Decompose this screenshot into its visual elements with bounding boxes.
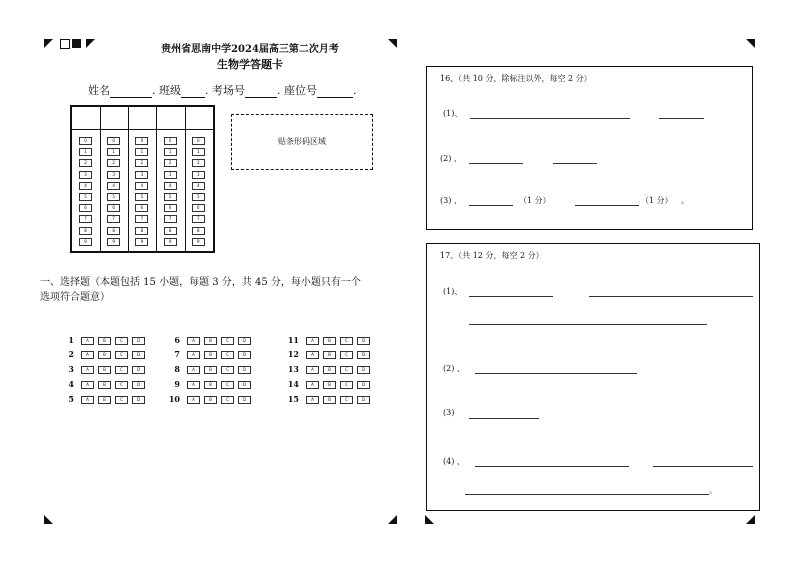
id-digit-bubble[interactable]: 5 xyxy=(192,193,205,201)
card-title: 生物学答题卡 xyxy=(217,58,283,71)
id-digit-bubble[interactable]: 6 xyxy=(192,204,205,212)
id-digit-bubble[interactable]: 3 xyxy=(79,171,92,179)
id-digit-bubble[interactable]: 3 xyxy=(192,171,205,179)
mcq-option-bubble[interactable]: A xyxy=(187,337,200,345)
q16-part3-blank-a[interactable] xyxy=(469,205,513,206)
id-digit-bubble[interactable]: 7 xyxy=(79,215,92,223)
id-digit-bubble[interactable]: 9 xyxy=(192,238,205,246)
id-digit-bubble[interactable]: 0 xyxy=(164,137,177,145)
id-digit-bubble[interactable]: 7 xyxy=(164,215,177,223)
mcq-option-bubble[interactable]: B xyxy=(204,381,217,389)
section1-title-line1: 一、选择题（本题包括 15 小题，每题 3 分，共 45 分，每小题只有一个 xyxy=(40,277,361,288)
mcq-question-number: 2 xyxy=(68,349,74,359)
id-digit-bubble[interactable]: 9 xyxy=(107,238,120,246)
id-digit-bubble[interactable]: 8 xyxy=(135,227,148,235)
id-digit-bubble[interactable]: 8 xyxy=(192,227,205,235)
mcq-option-bubble[interactable]: B xyxy=(323,351,336,359)
seat-label: 座位号 xyxy=(284,84,317,97)
q16-part2-label: (2) 、 xyxy=(440,154,462,163)
mcq-question-number: 6 xyxy=(174,335,180,345)
id-digit-bubble[interactable]: 7 xyxy=(192,215,205,223)
q16-part3-note2: （1 分） xyxy=(641,196,673,205)
mcq-option-bubble[interactable]: D xyxy=(238,366,251,374)
q17-part4-blank-a[interactable] xyxy=(475,466,629,467)
mcq-option-bubble[interactable]: A xyxy=(81,381,94,389)
id-column xyxy=(185,107,214,251)
mcq-option-bubble[interactable]: A xyxy=(81,351,94,359)
q17-part4-label: (4) 、 xyxy=(443,457,465,466)
mcq-option-bubble[interactable]: D xyxy=(132,396,145,404)
id-digit-bubble[interactable]: 5 xyxy=(79,193,92,201)
id-digit-bubble[interactable]: 4 xyxy=(79,182,92,190)
id-column-write-cell[interactable] xyxy=(185,107,214,130)
exam-room-label: 考场号 xyxy=(212,84,245,97)
mcq-option-bubble[interactable]: C xyxy=(115,337,128,345)
mcq-option-bubble[interactable]: B xyxy=(98,366,111,374)
id-digit-bubble[interactable]: 6 xyxy=(107,204,120,212)
id-column xyxy=(128,107,157,251)
q16-part3-label: (3) 、 xyxy=(440,196,462,205)
id-digit-bubble[interactable]: 8 xyxy=(107,227,120,235)
id-column xyxy=(100,107,129,251)
mcq-option-bubble[interactable]: D xyxy=(357,351,370,359)
q17-part2-label: (2) 、 xyxy=(443,364,465,373)
q16-title: 16、（共 10 分，除标注以外，每空 2 分） xyxy=(440,74,592,83)
id-digit-bubble[interactable]: 6 xyxy=(135,204,148,212)
mcq-option-bubble[interactable]: A xyxy=(81,396,94,404)
id-digit-bubble[interactable]: 4 xyxy=(135,182,148,190)
mcq-option-bubble[interactable]: D xyxy=(238,337,251,345)
section1-title xyxy=(40,275,392,305)
mcq-option-bubble[interactable]: A xyxy=(306,366,319,374)
id-digit-bubble[interactable]: 2 xyxy=(164,159,177,167)
name-field[interactable] xyxy=(110,86,152,98)
id-digit-bubble[interactable]: 1 xyxy=(192,148,205,156)
q17-part3-blank[interactable] xyxy=(469,418,539,419)
mcq-option-bubble[interactable]: C xyxy=(221,396,234,404)
q16-part3-end: 。 xyxy=(681,196,689,205)
id-digit-bubble[interactable]: 5 xyxy=(135,193,148,201)
exam-id-grid xyxy=(70,105,215,253)
mcq-option-bubble[interactable]: B xyxy=(98,381,111,389)
mcq-option-bubble[interactable]: A xyxy=(306,337,319,345)
mcq-option-bubble[interactable]: A xyxy=(306,381,319,389)
id-digit-bubble[interactable]: 1 xyxy=(107,148,120,156)
mcq-option-bubble[interactable]: A xyxy=(187,366,200,374)
corner-marker-bottom-right xyxy=(746,515,755,524)
header-square-filled xyxy=(72,39,81,48)
seat-field[interactable] xyxy=(317,86,353,98)
q16-part3-note1: （1 分） xyxy=(519,196,551,205)
question-17-box xyxy=(426,243,760,511)
id-column xyxy=(72,107,101,251)
id-digit-bubble[interactable]: 0 xyxy=(192,137,205,145)
id-digit-bubble[interactable]: 9 xyxy=(79,238,92,246)
id-digit-bubble[interactable]: 2 xyxy=(79,159,92,167)
id-digit-bubble[interactable]: 9 xyxy=(135,238,148,246)
mcq-option-bubble[interactable]: C xyxy=(221,351,234,359)
id-digit-bubble[interactable]: 2 xyxy=(107,159,120,167)
id-digit-bubble[interactable]: 3 xyxy=(135,171,148,179)
corner-marker-bottom-middle-right xyxy=(425,515,434,524)
q17-part1-blank-a[interactable] xyxy=(469,296,553,297)
mcq-question-number: 5 xyxy=(68,394,74,404)
mcq-option-bubble[interactable]: A xyxy=(187,351,200,359)
q17-part4-blank-c[interactable] xyxy=(465,494,709,495)
q16-part1-blank-b[interactable] xyxy=(659,118,704,119)
corner-marker-bottom-middle-left xyxy=(388,515,397,524)
id-column-write-cell[interactable] xyxy=(128,107,156,130)
id-column-write-cell[interactable] xyxy=(157,107,185,130)
class-field[interactable] xyxy=(181,86,205,98)
mcq-option-bubble[interactable]: D xyxy=(357,396,370,404)
mcq-option-bubble[interactable]: D xyxy=(357,337,370,345)
id-column-write-cell[interactable] xyxy=(100,107,128,130)
id-digit-bubble[interactable]: 1 xyxy=(79,148,92,156)
mcq-question-number: 14 xyxy=(287,379,299,389)
mcq-option-bubble[interactable]: B xyxy=(204,396,217,404)
mcq-option-bubble[interactable]: D xyxy=(132,337,145,345)
mcq-option-bubble[interactable]: D xyxy=(132,381,145,389)
mcq-option-bubble[interactable]: C xyxy=(115,366,128,374)
mcq-option-bubble[interactable]: A xyxy=(306,351,319,359)
q16-part1-blank-a[interactable] xyxy=(470,118,630,119)
id-digit-bubble[interactable]: 6 xyxy=(164,204,177,212)
mcq-question-number: 7 xyxy=(174,349,180,359)
mcq-option-bubble[interactable]: C xyxy=(340,396,353,404)
mcq-option-bubble[interactable]: C xyxy=(221,381,234,389)
id-digit-bubble[interactable]: 1 xyxy=(164,148,177,156)
id-digit-bubble[interactable]: 2 xyxy=(192,159,205,167)
id-digit-bubble[interactable]: 8 xyxy=(164,227,177,235)
mcq-option-bubble[interactable]: B xyxy=(98,337,111,345)
mcq-option-bubble[interactable]: C xyxy=(115,381,128,389)
q17-part1-label: (1)、 xyxy=(443,287,463,296)
id-digit-bubble[interactable]: 2 xyxy=(135,159,148,167)
question-16-box xyxy=(426,66,753,230)
mcq-question-number: 12 xyxy=(287,349,299,359)
id-digit-bubble[interactable]: 4 xyxy=(164,182,177,190)
q17-title: 17、（共 12 分，每空 2 分） xyxy=(440,251,544,260)
id-digit-bubble[interactable]: 6 xyxy=(79,204,92,212)
mcq-option-bubble[interactable]: D xyxy=(238,381,251,389)
school-title: 贵州省思南中学2024届高三第二次月考 xyxy=(161,44,339,55)
mcq-option-bubble[interactable]: A xyxy=(187,381,200,389)
mcq-option-bubble[interactable]: B xyxy=(323,396,336,404)
q16-part1-label: (1)、 xyxy=(443,109,463,118)
mcq-question-number: 9 xyxy=(174,379,180,389)
mcq-option-bubble[interactable]: D xyxy=(357,381,370,389)
mcq-option-bubble[interactable]: A xyxy=(187,396,200,404)
name-label: 姓名 xyxy=(88,84,110,97)
mcq-option-bubble[interactable]: B xyxy=(204,351,217,359)
id-digit-bubble[interactable]: 5 xyxy=(107,193,120,201)
id-digit-bubble[interactable]: 0 xyxy=(135,137,148,145)
id-column xyxy=(157,107,186,251)
mcq-option-bubble[interactable]: C xyxy=(115,396,128,404)
corner-marker-top-right xyxy=(746,39,755,48)
corner-marker-top-left xyxy=(44,39,53,48)
mcq-question-number: 13 xyxy=(287,364,299,374)
mcq-question-number: 4 xyxy=(68,379,74,389)
id-digit-bubble[interactable]: 3 xyxy=(107,171,120,179)
id-digit-bubble[interactable]: 4 xyxy=(107,182,120,190)
mcq-option-bubble[interactable]: D xyxy=(132,366,145,374)
mcq-option-bubble[interactable]: B xyxy=(323,381,336,389)
mcq-option-bubble[interactable]: D xyxy=(238,396,251,404)
mcq-option-bubble[interactable]: C xyxy=(221,337,234,345)
corner-marker-top-middle xyxy=(388,39,397,48)
q17-part4-end: 。 xyxy=(709,486,717,495)
mcq-option-bubble[interactable]: A xyxy=(81,337,94,345)
id-digit-bubble[interactable]: 1 xyxy=(135,148,148,156)
q17-part3-label: (3) xyxy=(443,408,455,417)
q16-part2-blank-a[interactable] xyxy=(469,163,523,164)
mcq-question-number: 8 xyxy=(174,364,180,374)
mcq-question-number: 11 xyxy=(287,335,299,345)
id-digit-bubble[interactable]: 7 xyxy=(107,215,120,223)
mcq-option-bubble[interactable]: B xyxy=(323,337,336,345)
exam-room-field[interactable] xyxy=(245,86,277,98)
mcq-option-bubble[interactable]: C xyxy=(221,366,234,374)
id-digit-bubble[interactable]: 4 xyxy=(192,182,205,190)
mcq-option-bubble[interactable]: A xyxy=(306,396,319,404)
q16-part2-blank-b[interactable] xyxy=(553,163,597,164)
q17-part2-blank[interactable] xyxy=(475,373,637,374)
mcq-option-bubble[interactable]: D xyxy=(132,351,145,359)
candidate-info-row: 姓名 . 班级 . 考场号 . 座位号 . xyxy=(88,84,357,97)
q17-part1-blank-c[interactable] xyxy=(469,324,707,325)
corner-marker-top-left-2 xyxy=(86,39,95,48)
corner-marker-bottom-left xyxy=(44,515,53,524)
mcq-option-bubble[interactable]: C xyxy=(340,337,353,345)
mcq-option-bubble[interactable]: D xyxy=(238,351,251,359)
mcq-option-bubble[interactable]: B xyxy=(323,366,336,374)
id-digit-bubble[interactable]: 0 xyxy=(79,137,92,145)
q16-part3-blank-b[interactable] xyxy=(575,205,639,206)
mcq-option-bubble[interactable]: A xyxy=(81,366,94,374)
mcq-option-bubble[interactable]: B xyxy=(98,351,111,359)
id-column-write-cell[interactable] xyxy=(72,107,100,130)
class-label: 班级 xyxy=(159,84,181,97)
mcq-option-bubble[interactable]: C xyxy=(115,351,128,359)
mcq-option-bubble[interactable]: C xyxy=(340,366,353,374)
mcq-option-bubble[interactable]: B xyxy=(204,337,217,345)
id-digit-bubble[interactable]: 9 xyxy=(164,238,177,246)
id-digit-bubble[interactable]: 3 xyxy=(164,171,177,179)
mcq-option-bubble[interactable]: C xyxy=(340,351,353,359)
section1-title-line2: 选项符合题意） xyxy=(40,292,110,303)
mcq-option-bubble[interactable]: D xyxy=(357,366,370,374)
mcq-option-bubble[interactable]: B xyxy=(204,366,217,374)
id-digit-bubble[interactable]: 7 xyxy=(135,215,148,223)
header-square-open xyxy=(60,39,70,49)
id-digit-bubble[interactable]: 5 xyxy=(164,193,177,201)
barcode-area: 贴条形码区域 xyxy=(231,114,373,170)
mcq-question-number: 1 xyxy=(68,335,74,345)
mcq-question-number: 3 xyxy=(68,364,74,374)
mcq-question-number: 10 xyxy=(168,394,180,404)
mcq-option-bubble[interactable]: C xyxy=(340,381,353,389)
id-digit-bubble[interactable]: 0 xyxy=(107,137,120,145)
id-digit-bubble[interactable]: 8 xyxy=(79,227,92,235)
mcq-question-number: 15 xyxy=(287,394,299,404)
mcq-option-bubble[interactable]: B xyxy=(98,396,111,404)
q17-part1-blank-b[interactable] xyxy=(589,296,753,297)
q17-part4-blank-b[interactable] xyxy=(653,466,753,467)
